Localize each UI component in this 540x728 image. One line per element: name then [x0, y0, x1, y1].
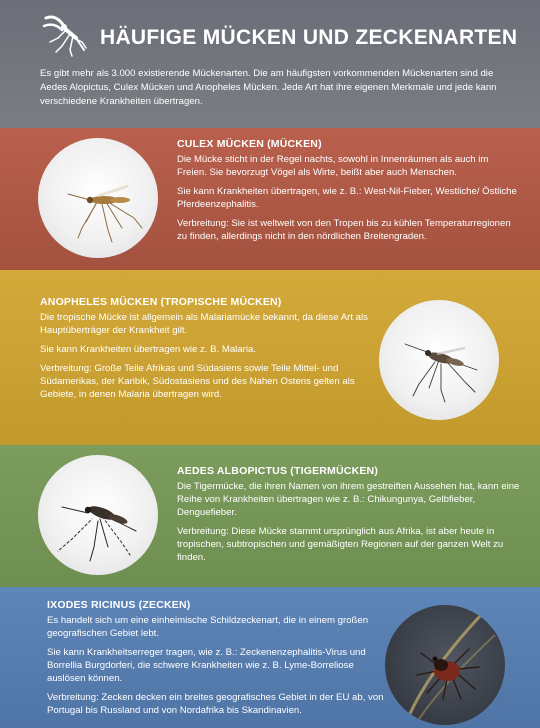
intro-text: Es gibt mehr als 3.000 existierende Mückenarten. Die am häufigsten vorkommenden Mückenarten sind die Aedes Alopictus, Culex Mücken und Anopheles Mücken. Jede Art hat ihre eigenen Merkmale und jede kann verschiedene Krankheiten übertragen.	[40, 68, 497, 107]
mosquito-icon	[42, 12, 88, 58]
anopheles-mosquito-image	[379, 300, 499, 420]
aedes-description: Die Tigermücke, die ihren Namen von ihrem gestreiften Aussehen hat, kann eine Reihe von Krankheiten übertragen wie z. B.: Chikungunya, Gelbfieber, Denguefieber.	[177, 481, 520, 518]
aedes-title: AEDES ALBOPICTUS (TIGERMÜCKEN)	[177, 465, 379, 477]
anopheles-diseases: Sie kann Krankheiten übertragen wie z. B. Malaria.	[40, 344, 256, 355]
ixodes-distribution: Verbreitung: Zecken decken ein breites geografisches Gebiet in der EU ab, von Portugal bis Russland und von Nordafrika bis Skandinavien.	[47, 692, 384, 716]
culex-description: Die Mücke sticht in der Regel nachts, sowohl in Innenräumen als auch im Freien. Sie bevorzugt Vögel als Wirte, beißt aber auch Menschen.	[177, 154, 489, 178]
tick-image	[385, 605, 505, 725]
section-culex	[0, 128, 540, 270]
anopheles-description: Die tropische Mücke ist allgemein als Malariamücke bekannt, da diese Art als Hauptüberträger der Krankheit gilt.	[40, 312, 368, 336]
section-ixodes	[0, 587, 540, 728]
header-panel	[0, 0, 540, 128]
culex-distribution: Verbreitung: Sie ist weltweit von den Tropen bis zu kühlen Temperaturregionen zu finden, allerdings nicht in den nördlichen Breitengraden.	[177, 218, 511, 242]
section-aedes	[0, 445, 540, 587]
aedes-mosquito-image	[38, 455, 158, 575]
culex-diseases: Sie kann Krankheiten übertragen, wie z. B.: West-Nil-Fieber, Westliche/ Östliche Pferdeenzephalitis.	[177, 186, 517, 210]
page-title: HÄUFIGE MÜCKEN UND ZECKENARTEN	[100, 26, 518, 49]
section-anopheles	[0, 270, 540, 445]
aedes-text	[177, 465, 522, 570]
anopheles-text	[40, 296, 370, 407]
ixodes-diseases: Sie kann Krankheitserreger tragen, wie z. B.: Zeckenenzephalitis-Virus und Borrellia Burgdorferi, die schwere Krankheiten wie z. B. Lyme-Borreliose auslösen können.	[47, 647, 366, 684]
ixodes-text	[47, 599, 387, 723]
culex-text	[177, 138, 517, 249]
culex-mosquito-image	[38, 138, 158, 258]
anopheles-title: ANOPHELES MÜCKEN (TROPISCHE MÜCKEN)	[40, 296, 282, 308]
culex-title: CULEX MÜCKEN (MÜCKEN)	[177, 138, 322, 150]
aedes-distribution: Verbreitung: Diese Mücke stammt ursprünglich aus Afrika, ist aber heute in tropischen, subtropischen und gemäßigten Regionen auf der ganzen Welt zu finden.	[177, 526, 504, 563]
ixodes-description: Es handelt sich um eine einheimische Schildzeckenart, die in einem großen geografischen Gebiet lebt.	[47, 615, 369, 639]
anopheles-distribution: Verbreitung: Große Teile Afrikas und Südasiens sowie Teile Mittel- und Südamerikas, der Karibik, Südostasiens und des Nahen Ostens gelten als Gebiete, in denen Malaria übertragen wird.	[40, 363, 355, 400]
ixodes-title: IXODES RICINUS (ZECKEN)	[47, 599, 191, 611]
